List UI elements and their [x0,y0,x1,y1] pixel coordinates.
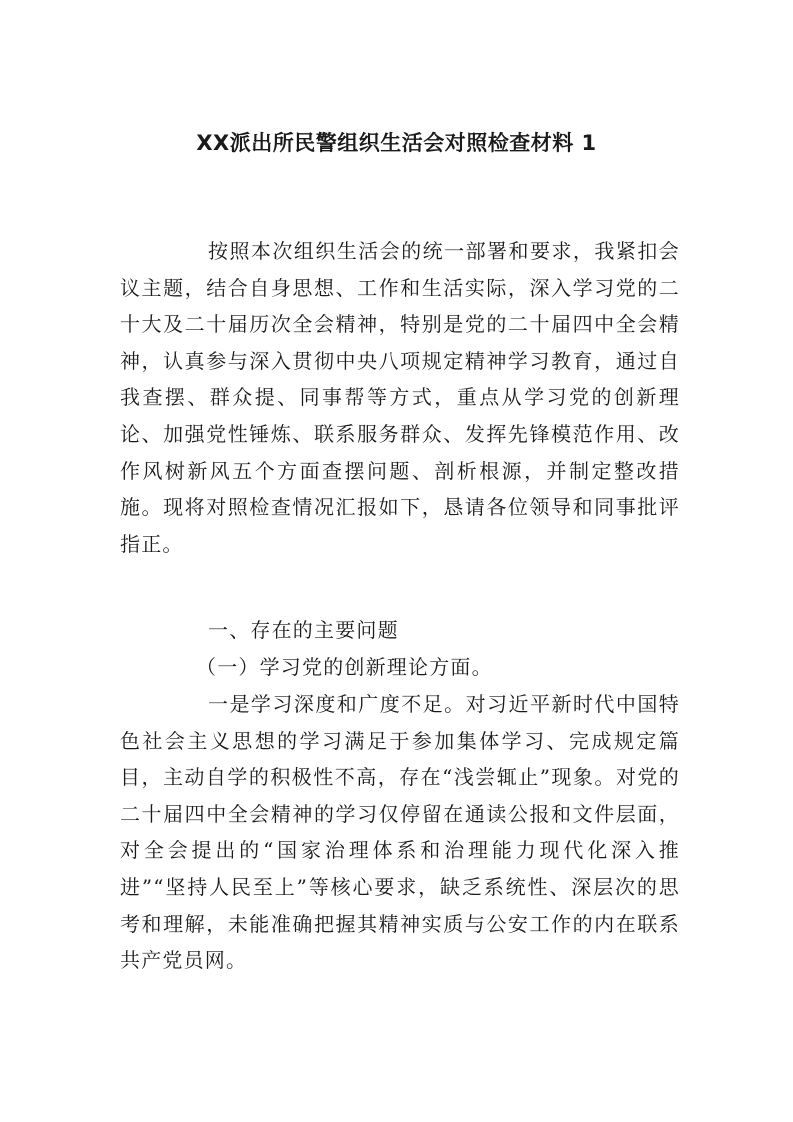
subsection-heading-theory-study: （一）学习党的创新理论方面。 [196,655,493,679]
section-heading-main-problems: 一、存在的主要问题 [208,618,399,642]
document-title: XX派出所民警组织生活会对照检查材料 1 [196,131,597,155]
body-paragraph-study-depth: 一是学习深度和广度不足。对习近平新时代中国特色社会主义思想的学习满足于参加集体学习、完成规定篇目，主动自学的积极性不高，存在“浅尝辄止”现象。对党的二十届四中全会精神的学习仅停留在通读公报和文件层面，对全会提出的“国家治理体系和治理能力现代化深入推进”“坚持人民至上”等核心要求，缺乏系统性、深层次的思考和理解，未能准确把握其精神实质与公安工作的内在联系共产党员网。 [120,692,680,973]
intro-paragraph: 按照本次组织生活会的统一部署和要求，我紧扣会议主题，结合自身思想、工作和生活实际，深入学习党的二十大及二十届历次全会精神，特别是党的二十届四中全会精神，认真参与深入贯彻中央八项规定精神学习教育，通过自我查摆、群众提、同事帮等方式，重点从学习党的创新理论、加强党性锤炼、联系服务群众、发挥先锋模范作用、改作风树新风五个方面查摆问题、剖析根源，并制定整改措施。现将对照检查情况汇报如下，恳请各位领导和同事批评指正。 [120,239,680,556]
